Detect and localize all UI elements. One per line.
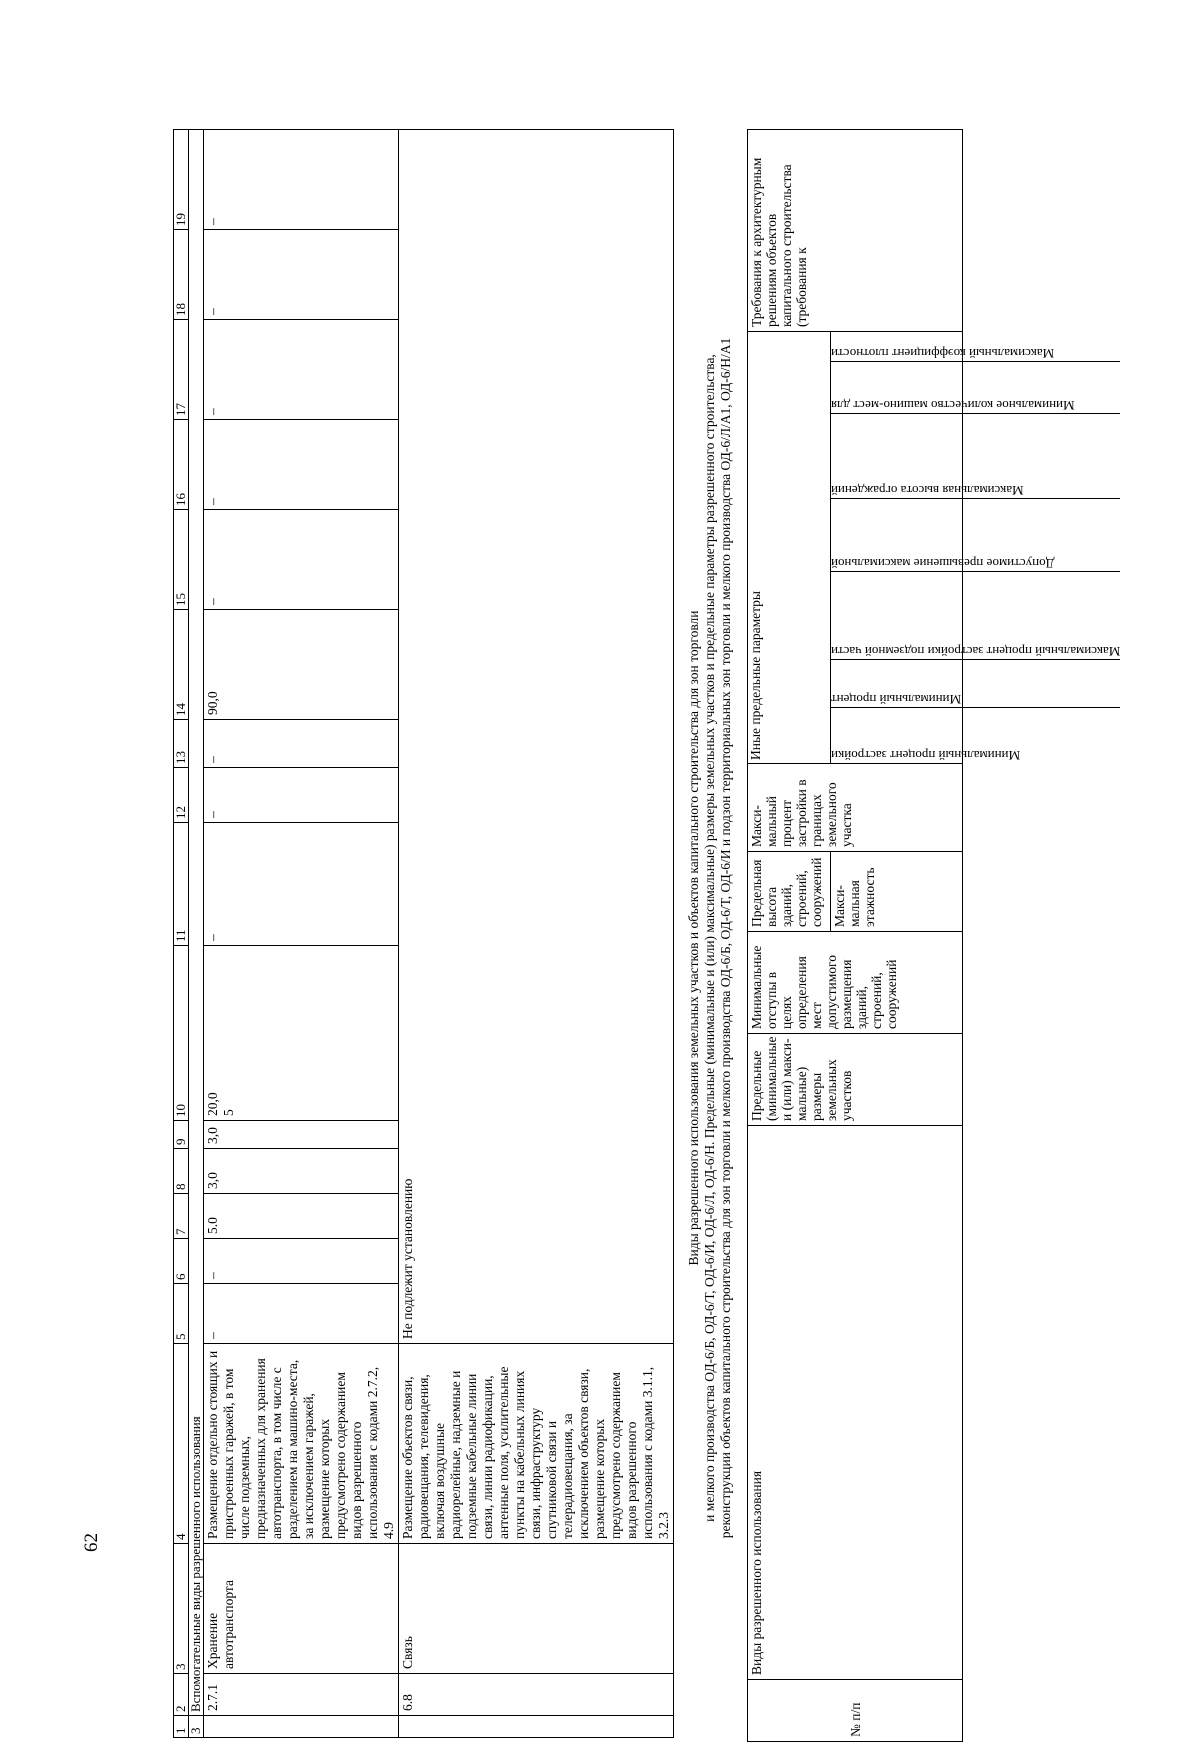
header-cell: 15 xyxy=(174,510,189,610)
cell-c18: – xyxy=(204,230,399,320)
col-setbacks: Минимальные отступы в целях определения мест допустимого размещения зданий, строений, сооружений xyxy=(748,932,963,1034)
page-number: 62 xyxy=(81,1533,102,1552)
header-cell: 9 xyxy=(174,1121,189,1149)
header-cell: 11 xyxy=(174,823,189,946)
sub-min-coverage: Минимальный процент застройки xyxy=(831,748,1021,763)
section-number: 3 xyxy=(189,1716,204,1738)
header-cell: 7 xyxy=(174,1194,189,1239)
header-cell: 1 xyxy=(174,1716,189,1738)
parameters-table xyxy=(747,130,1121,1742)
table-caption xyxy=(686,138,734,1738)
cell-c10 xyxy=(204,946,399,1121)
cell-c15: – xyxy=(204,510,399,610)
cell-c16: – xyxy=(204,420,399,510)
row-code: 6.8 xyxy=(399,1674,674,1716)
col-coverage: Макси-мальный процент застройки в границах земельного участка xyxy=(748,764,963,852)
cell-c8: 3,0 xyxy=(204,1149,399,1194)
cell-c13: – xyxy=(204,720,399,768)
table-row xyxy=(204,130,399,1738)
col-num: № п/п xyxy=(748,1680,963,1742)
header-cell: 10 xyxy=(174,946,189,1121)
row-empty xyxy=(399,1716,674,1738)
row-code: 2.7.1 xyxy=(204,1674,399,1716)
cell-c17: – xyxy=(204,320,399,420)
header-cell: 6 xyxy=(174,1239,189,1284)
sub-min-percent: Минимальный процент xyxy=(831,692,962,707)
header-cell: 17 xyxy=(174,320,189,420)
row-description: Размещение объектов связи, радиовещания, телевидения, включая воздушные радиорелейные, надземные и подземные кабельные линии связи, линии радиофикации, антенные поля, усилительные пункты на кабельных линиях связи, инфраструктуру спутниковой связи и телерадиовещания, за исключением объектов связи, размещение которых предусмотрено содержанием видов разрешенного использования с кодами 3.1.1, 3.2.3 xyxy=(399,1344,674,1544)
header-cell: 3 xyxy=(174,1544,189,1674)
row-name: Хранение автотранспорта xyxy=(204,1544,399,1674)
caption-line-3: реконструкции объектов капитального строительства для зон торговли и мелкого производства ОД-6/Б, ОД-6/Т, ОД-6/И и подзон территориальных зон торговли и мелкого производства ОД-6/Л/А1, ОД-6/Н/А1 xyxy=(718,337,733,1539)
cell-c9: 3,0 xyxy=(204,1121,399,1149)
col-arch: Требования к архитектурным решениям объектов капитального строительства (требования к xyxy=(748,130,963,332)
header-cell: 14 xyxy=(174,610,189,720)
sub-fence-height: Максимальная высота ограждений xyxy=(831,483,1024,498)
cell-c19: – xyxy=(204,130,399,230)
col-types: Виды разрешенного использования xyxy=(748,1126,963,1680)
col-other: Иные предельные параметры xyxy=(748,332,831,764)
cell-c5: – xyxy=(204,1284,399,1344)
not-set-note: Не подлежит установлению xyxy=(399,130,674,1344)
other-subcolumns xyxy=(831,332,1121,764)
header-cell: 4 xyxy=(174,1344,189,1544)
cell-c14: 90,0 xyxy=(204,610,399,720)
section-row xyxy=(189,130,204,1738)
sub-density: Максимальный коэффициент плотности xyxy=(831,346,1055,361)
col-floors: Макси-мальная этажность xyxy=(831,852,963,932)
sub-allowed-excess: Допустимое превышение максимальной xyxy=(831,556,1055,571)
cell-c10-floors: 5 xyxy=(221,1109,236,1116)
row-name: Связь xyxy=(399,1544,674,1674)
header-cell: 12 xyxy=(174,768,189,823)
cell-c11: – xyxy=(204,823,399,946)
header-cell: 18 xyxy=(174,230,189,320)
cell-c12: – xyxy=(204,768,399,823)
header-cell: 2 xyxy=(174,1674,189,1716)
caption-line-2: и мелкого производства ОД-6/Б, ОД-6/Т, ОД-6/И, ОД-6/Л, ОД-6/Н. Предельные (минимальные и (или) максимальные) размеры земельных участков и предельные параметры разрешенного строительства, xyxy=(702,354,717,1522)
header-row xyxy=(174,130,189,1738)
header-cell: 8 xyxy=(174,1149,189,1194)
row-empty xyxy=(204,1716,399,1738)
zoning-table xyxy=(173,130,671,1738)
sub-parking: Минимальное количество машино-мест для xyxy=(831,398,1075,413)
sub-max-underground: Максимальный процент застройки подземной части xyxy=(831,644,1121,659)
col-sizes: Предельные (минимальные и (или) макси-мальные) размеры земельных участков xyxy=(748,1034,963,1126)
cell-c6: – xyxy=(204,1239,399,1284)
header-cell: 5 xyxy=(174,1284,189,1344)
header-cell: 16 xyxy=(174,420,189,510)
header-cell: 19 xyxy=(174,130,189,230)
section-title: Вспомогательные виды разрешенного использования xyxy=(189,130,204,1716)
caption-line-1: Виды разрешенного использования земельных участков и объектов капитального строительства для зон торговли xyxy=(686,610,701,1266)
cell-c7: 5.0 xyxy=(204,1194,399,1239)
cell-c10-height: 20,0 xyxy=(205,1092,220,1116)
header-cell: 13 xyxy=(174,720,189,768)
row-description: Размещение отдельно стоящих и пристроенных гаражей, в том числе подземных, предназначенных для хранения автотранспорта, в том числе с разделением на машино-места, за исключением гаражей, размещение которых предусмотрено содержанием видов разрешенного использования с кодами 2.7.2, 4.9 xyxy=(204,1344,399,1544)
table-row xyxy=(399,130,674,1738)
col-height: Предельная высота зданий, строений, сооружений xyxy=(748,852,831,932)
